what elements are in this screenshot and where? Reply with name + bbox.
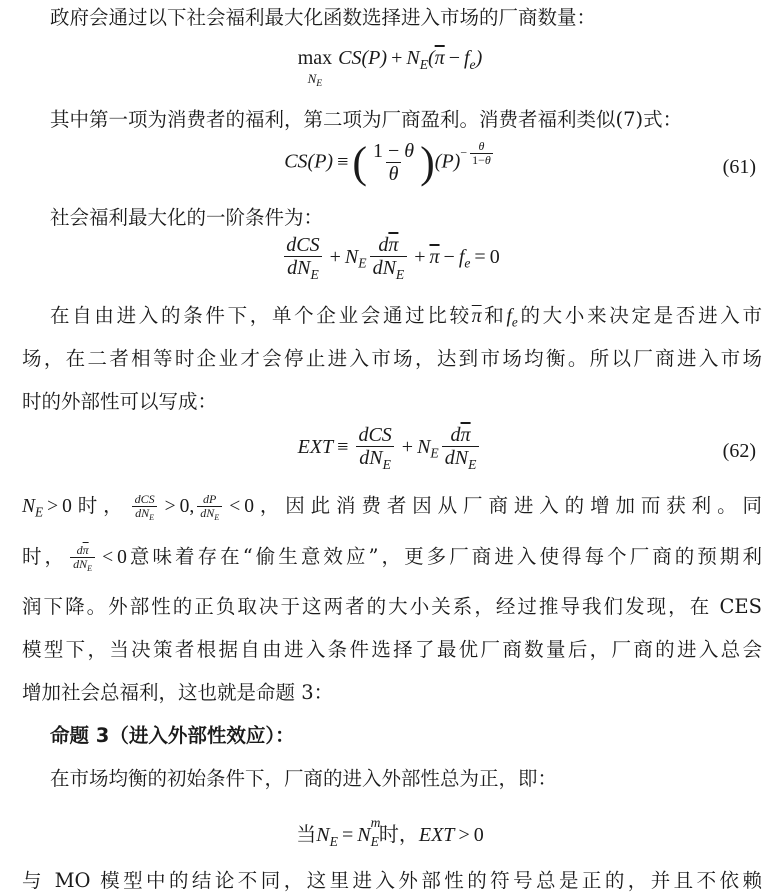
paragraph-sign-line3 xyxy=(22,593,762,621)
text-sign-line5: 增加社会总福利，这也就是命题 3： xyxy=(22,681,334,704)
paragraph-mo-comparison xyxy=(22,867,762,895)
paragraph-sign-line2 xyxy=(22,543,762,573)
equation-62: EXT ≡ $\frac{\text{dCS}}{dN_E}$ + $N_E$ $\frac{d\overline{\pi}}{dN_E}$ xyxy=(0,424,780,472)
equation-number-62: (62) xyxy=(722,440,756,462)
proposition-body xyxy=(50,765,762,793)
text-free-entry-line2: 场，在二者相等时企业才会停止进入市场，达到市场均衡。所以厂商进入市场 xyxy=(22,347,762,370)
text-free-entry-b: 的大小来决定是否进入市 xyxy=(517,304,762,327)
ne-positive: $N_E > 0$ xyxy=(22,496,72,520)
text-time: 时， xyxy=(22,545,68,568)
text-free-entry-line3: 时的外部性可以写成： xyxy=(22,390,218,413)
text-sign-line4: 模型下，当决策者根据自由进入条件选择了最优厂商数量后，厂商的进入总会 xyxy=(22,638,762,661)
dcs-dne-positive: $\frac{\text{dCS}}{dN_E}$ > 0, $\frac{dP}{dN_E}$ < 0 xyxy=(129,496,254,517)
max-operator: max $N_E$ xyxy=(297,47,333,89)
text-mo-comparison: 与 MO 模型中的结论不同，这里进入外部性的符号总是正的，并且不依赖 xyxy=(22,869,762,892)
equation-61: CS(P) ≡( $\frac{1 - \theta}{\theta}$ )(P)− $\frac{\theta}{1-\theta}$ xyxy=(284,138,491,187)
paragraph-free-entry-line2 xyxy=(22,345,762,373)
text-intro: 政府会通过以下社会福利最大化函数选择进入市场的厂商数量： xyxy=(50,6,597,29)
text-sign-tail: ，因此消费者因从厂商进入的增加而获利。同 xyxy=(253,494,762,517)
text-cond-when: 当 xyxy=(296,822,317,846)
proposition-title xyxy=(50,722,762,750)
text-proposition-body: 在市场均衡的初始条件下，厂商的进入外部性总为正，即： xyxy=(50,767,558,790)
paragraph-free-entry-line3 xyxy=(22,388,762,416)
equation-number-61: (61) xyxy=(722,156,756,178)
objective-equation: max $N_E$ $CS(P) + N_E(\overline{\pi} - f_e)$ xyxy=(297,47,483,89)
paragraph-sign-line5 xyxy=(22,679,762,707)
paragraph-intro xyxy=(50,4,762,32)
foc-equation: $\frac{\text{dCS}}{dN_E}$ + $N_E$ $\frac{d\overline{\pi}}{dN_E}$ + $\overline{\pi} - f_e = 0$ xyxy=(0,234,780,282)
paragraph-sign-line4 xyxy=(22,636,762,664)
paragraph-free-entry-line1 xyxy=(50,302,762,337)
text-proposition-title: 命题 3（进入外部性效应）： xyxy=(50,724,295,747)
paragraph-consumer-welfare xyxy=(50,106,762,134)
text-when: 时， xyxy=(71,494,129,517)
text-cond-time: 时， xyxy=(378,822,419,846)
pi-bar-symbol: $\overline{\pi}$ xyxy=(471,306,482,327)
fe-symbol: $f_e$ xyxy=(506,306,518,330)
text-free-entry-a: 在自由进入的条件下，单个企业会通过比较 xyxy=(50,304,472,327)
paragraph-sign-line1 xyxy=(22,492,762,527)
paragraph-foc xyxy=(50,204,762,232)
text-and: 和 xyxy=(481,304,507,327)
text-foc: 社会福利最大化的一阶条件为： xyxy=(50,206,324,229)
condition-equation: 当$N_E = N$ $_{m E}$时，EXT > 0 xyxy=(296,815,484,849)
dpi-dne-negative: $\frac{d\overline{\pi}}{dN_E}$ < 0 xyxy=(67,547,127,568)
text-business-stealing: 意味着存在“偷生意效应”，更多厂商进入使得每个厂商的预期利 xyxy=(126,545,762,568)
text-consumer-welfare: 其中第一项为消费者的福利，第二项为厂商盈利。消费者福利类似(7)式： xyxy=(50,108,683,131)
text-sign-line3: 润下降。外部性的正负取决于这两者的大小关系，经过推导我们发现，在 CES xyxy=(22,595,762,618)
